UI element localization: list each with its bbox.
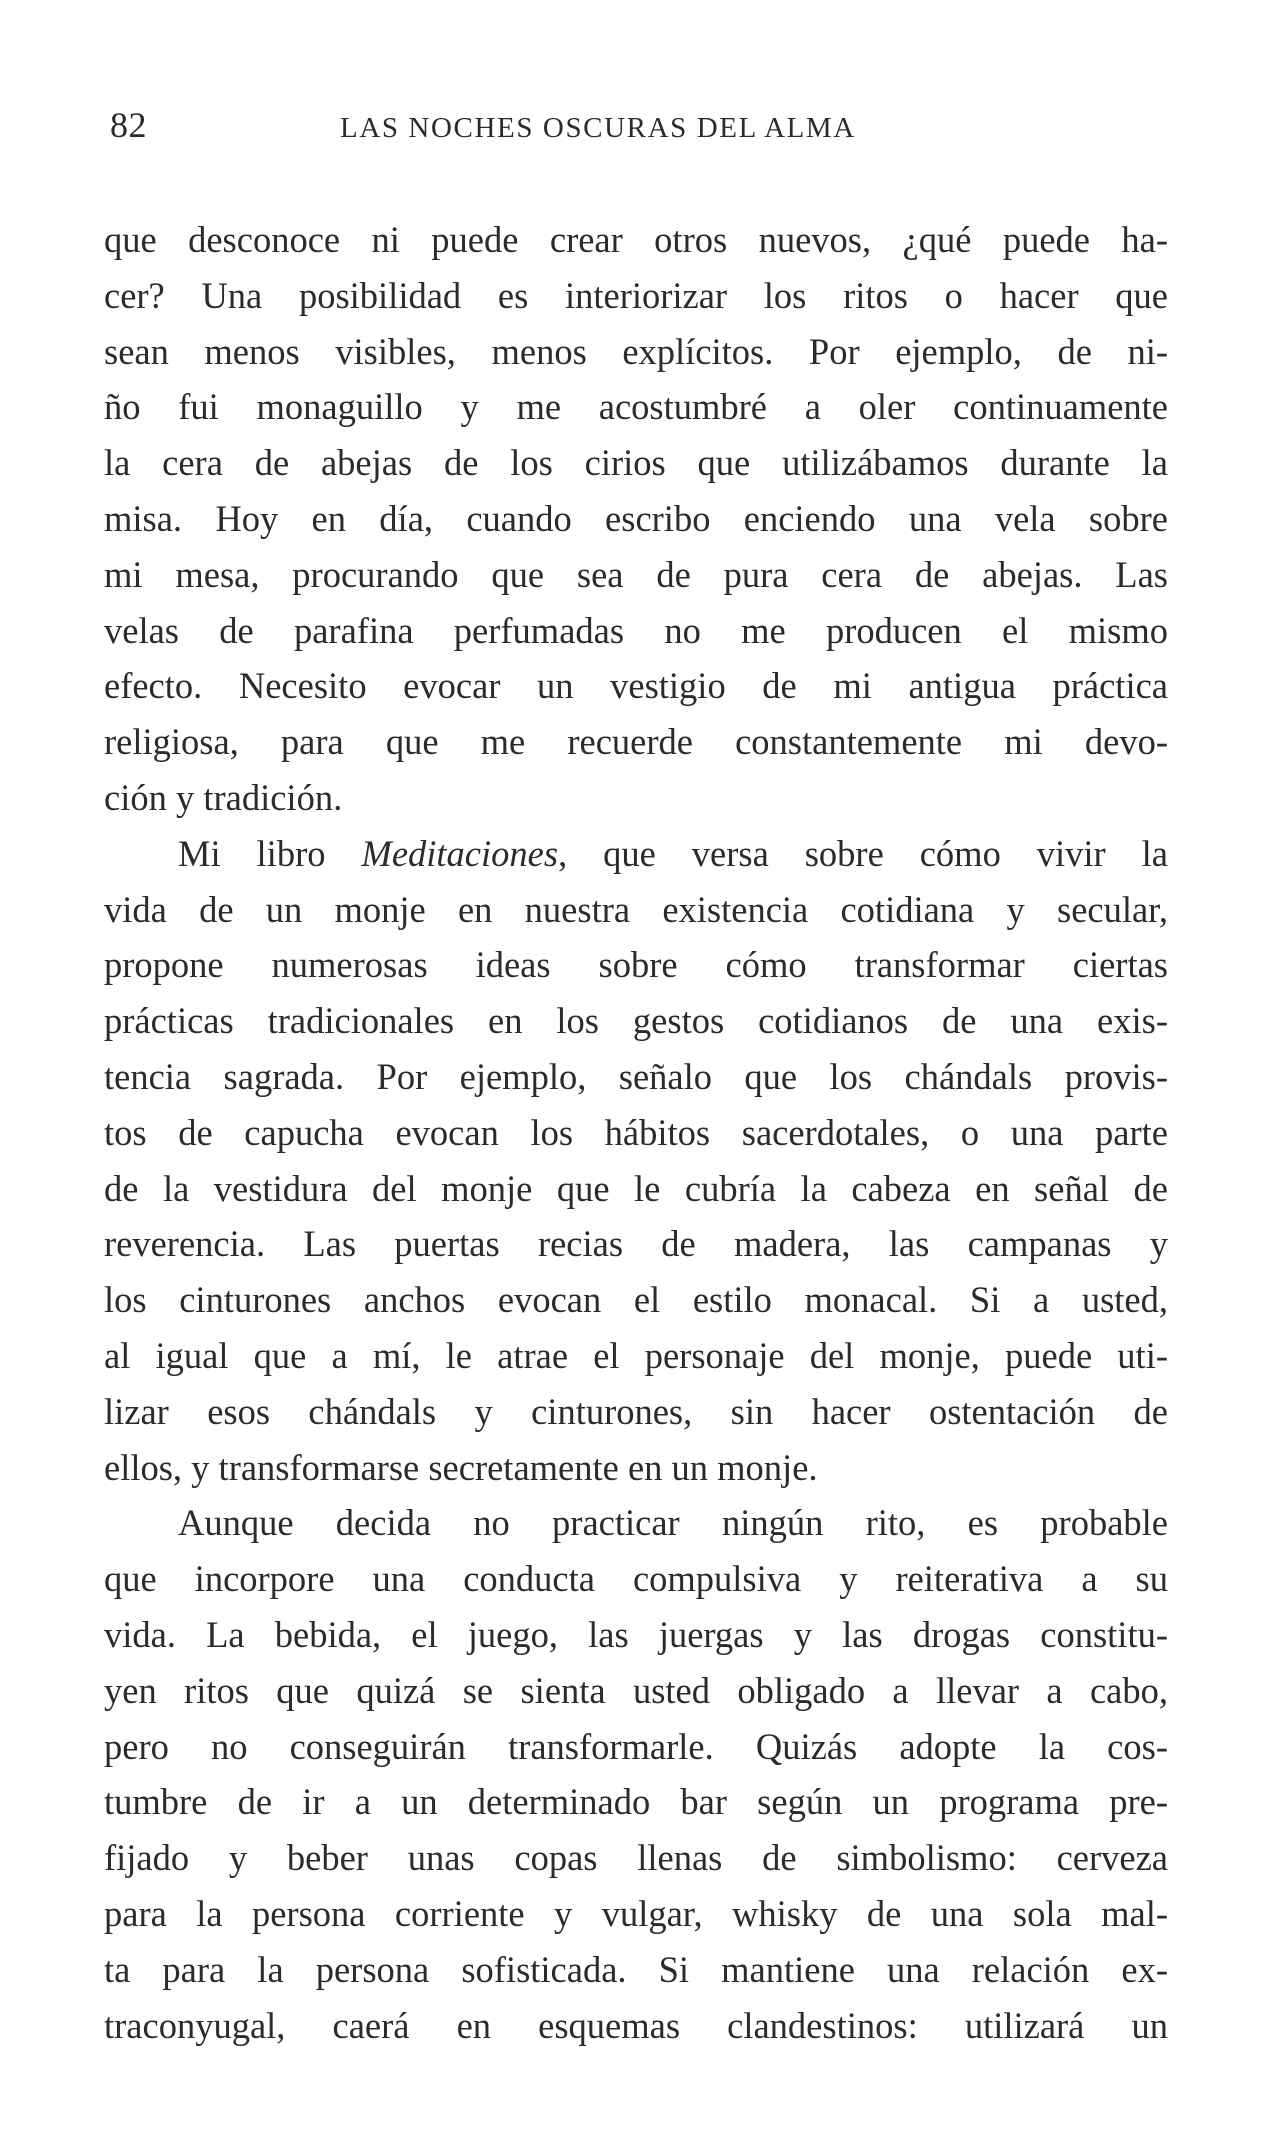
- text-line: tos de capucha evocan los hábitos sacerdotales, o una parte: [104, 1111, 1168, 1153]
- text-line: ño fui monaguillo y me acostumbré a oler continuamente: [104, 386, 1168, 428]
- text-line: Aunque decida no practicar ningún rito, es probable: [178, 1502, 1168, 1544]
- text-line: tumbre de ir a un determinado bar según un programa pre-: [104, 1781, 1168, 1823]
- text-line: efecto. Necesito evocar un vestigio de mi antigua práctica: [104, 665, 1168, 707]
- text-line: mi mesa, procurando que sea de pura cera de abejas. Las: [104, 553, 1168, 595]
- text-line: fijado y beber unas copas llenas de simbolismo: cerveza: [104, 1837, 1168, 1879]
- running-title: LAS NOCHES OSCURAS DEL ALMA: [340, 112, 856, 144]
- text-line: religiosa, para que me recuerde constantemente mi devo-: [104, 721, 1168, 763]
- text-line: al igual que a mí, le atrae el personaje del monje, puede uti-: [104, 1334, 1168, 1376]
- text-segment: Mi libro: [178, 832, 362, 874]
- text-line: tencia sagrada. Por ejemplo, señalo que los chándals provis-: [104, 1055, 1168, 1097]
- text-line: lizar esos chándals y cinturones, sin hacer ostentación de: [104, 1390, 1168, 1432]
- body-text: [104, 212, 1168, 2053]
- text-line: vida. La bebida, el juego, las juergas y las drogas constitu-: [104, 1613, 1168, 1655]
- text-line: traconyugal, caerá en esquemas clandestinos: utilizará un: [104, 2004, 1168, 2046]
- text-line: de la vestidura del monje que le cubría la cabeza en señal de: [104, 1167, 1168, 1209]
- text-line: ta para la persona sofisticada. Si mantiene una relación ex-: [104, 1948, 1168, 1990]
- text-line: ellos, y transformarse secretamente en un monje.: [104, 1446, 818, 1488]
- text-line: que incorpore una conducta compulsiva y reiterativa a su: [104, 1558, 1168, 1600]
- text-line: misa. Hoy en día, cuando escribo enciendo una vela sobre: [104, 497, 1168, 539]
- page-header: [110, 104, 1170, 154]
- text-line: los cinturones anchos evocan el estilo monacal. Si a usted,: [104, 1279, 1168, 1321]
- text-line: pero no conseguirán transformarle. Quizás adopte la cos-: [104, 1725, 1168, 1767]
- text-line: velas de parafina perfumadas no me producen el mismo: [104, 609, 1168, 651]
- text-line: vida de un monje en nuestra existencia cotidiana y secular,: [104, 888, 1168, 930]
- text-line: propone numerosas ideas sobre cómo transformar ciertas: [104, 944, 1168, 986]
- text-line: cer? Una posibilidad es interiorizar los ritos o hacer que: [104, 274, 1168, 316]
- text-line: yen ritos que quizá se sienta usted obligado a llevar a cabo,: [104, 1669, 1168, 1711]
- text-line: prácticas tradicionales en los gestos cotidianos de una exis-: [104, 1000, 1168, 1042]
- text-line: [104, 826, 1168, 882]
- text-line: sean menos visibles, menos explícitos. Por ejemplo, de ni-: [104, 330, 1168, 372]
- text-line: ción y tradición.: [104, 776, 343, 818]
- text-line: para la persona corriente y vulgar, whisky de una sola mal-: [104, 1892, 1168, 1934]
- text-line: que desconoce ni puede crear otros nuevos, ¿qué puede ha-: [104, 219, 1168, 260]
- text-line: la cera de abejas de los cirios que utilizábamos durante la: [104, 442, 1168, 484]
- text-segment: , que versa sobre cómo vivir la: [558, 832, 1168, 874]
- book-title-italic: Meditaciones: [361, 832, 559, 874]
- text-line: reverencia. Las puertas recias de madera, las campanas y: [104, 1223, 1168, 1265]
- page-number: 82: [110, 105, 147, 145]
